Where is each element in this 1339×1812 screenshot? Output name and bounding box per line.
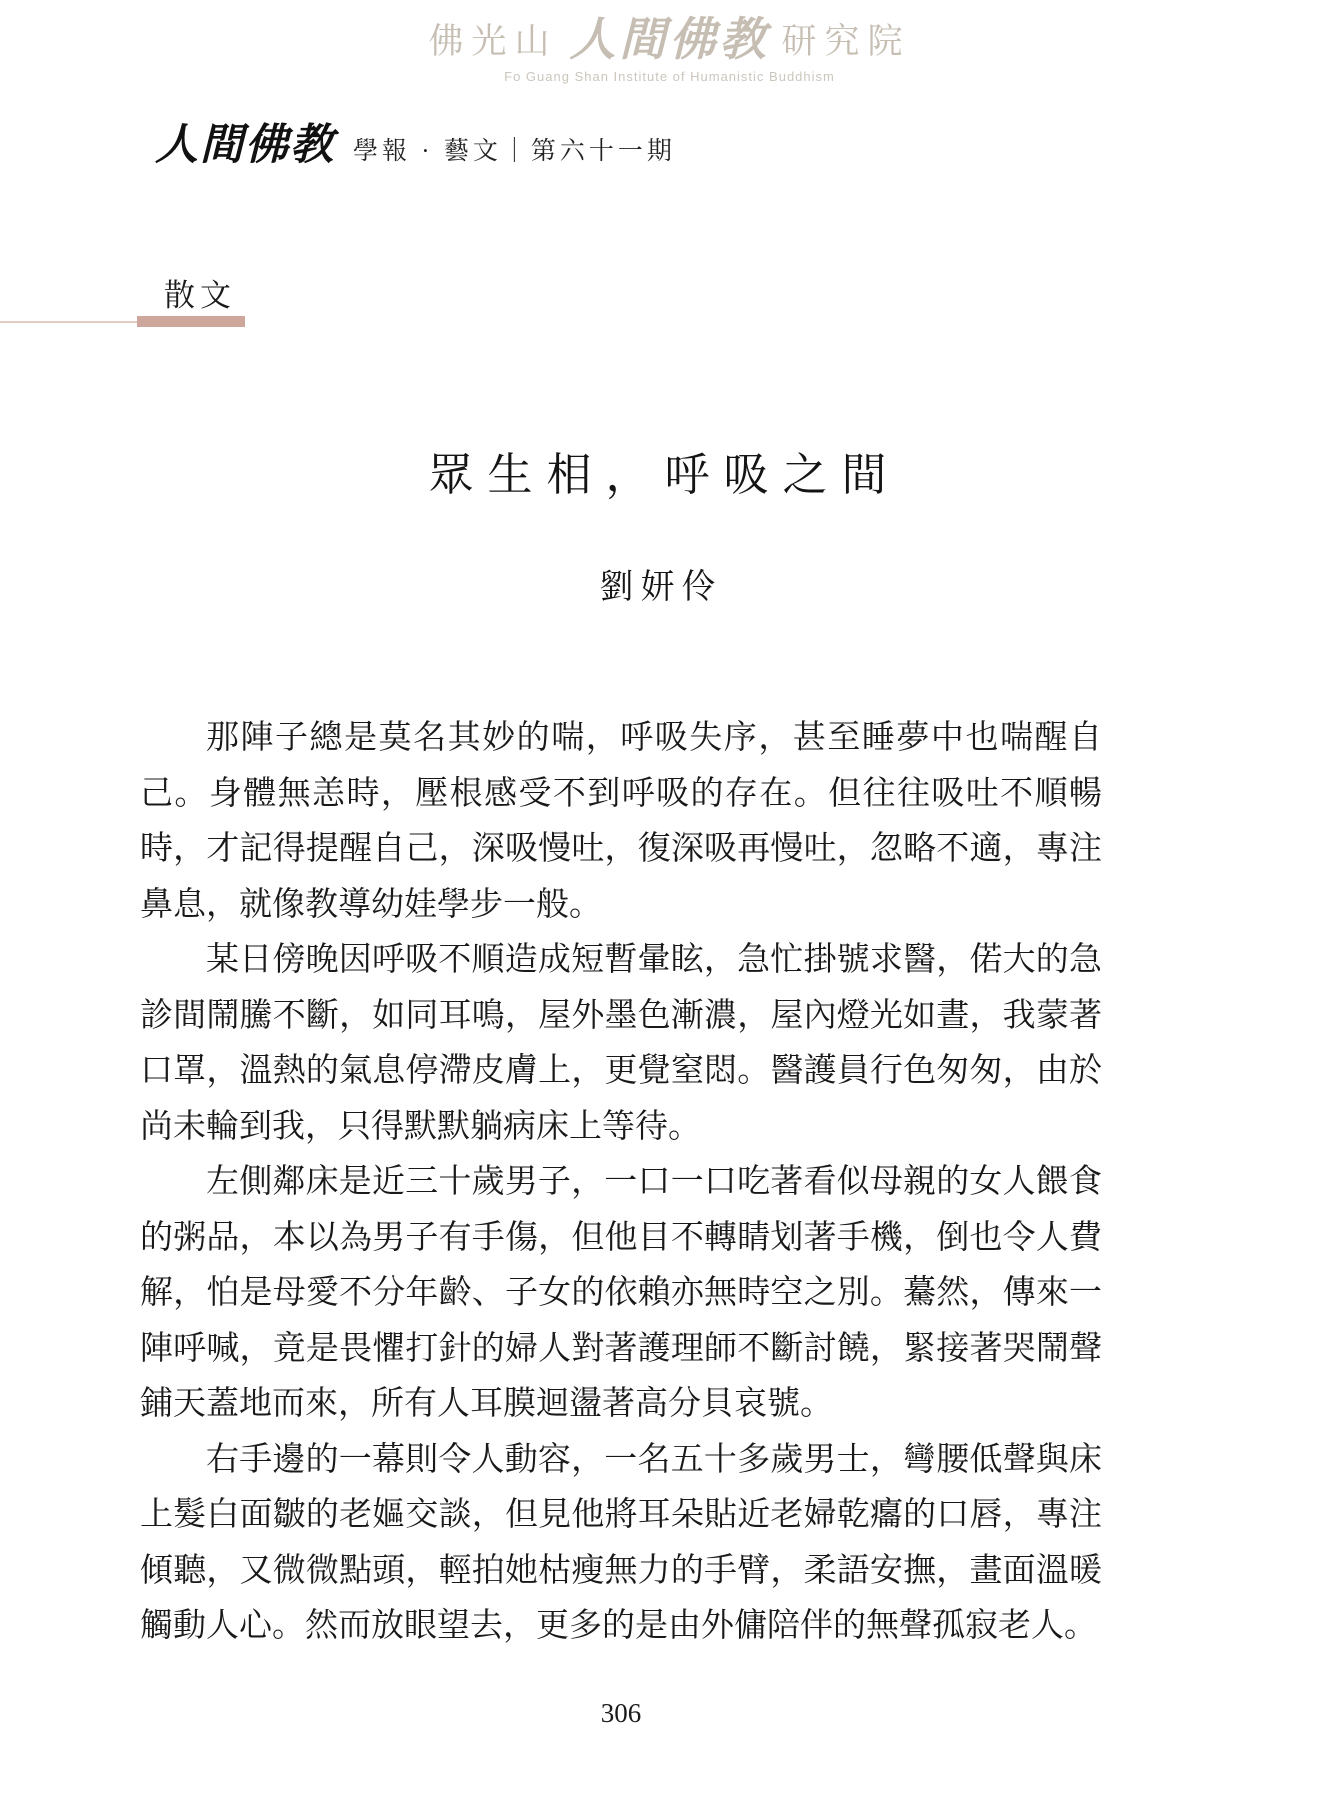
article-body <box>140 711 1102 1655</box>
section-label: 散文 <box>164 278 236 313</box>
institute-watermark-chinese <box>0 16 1339 66</box>
page-number: 306 <box>600 1698 642 1728</box>
paragraph: 左側鄰床是近三十歲男子，一口一口吃著看似母親的女人餵食的粥品，本以為男子有手傷，但他目不轉睛划著手機，倒也令人費解，怕是母愛不分年齡、子女的依賴亦無時空之別。驀然，傳來一陣呼喊，竟是畏懼打針的婦人對著護理師不斷討饒，緊接著哭鬧聲鋪天蓋地而來，所有人耳膜迴盪著高分貝哀號。 <box>140 1164 1102 1422</box>
section-rule-thin <box>0 321 137 323</box>
paragraph: 右手邊的一幕則令人動容，一名五十多歲男士，彎腰低聲與床上髮白面皺的老嫗交談，但見他將耳朵貼近老婦乾癟的口唇，專注傾聽，又微微點頭，輕拍她枯瘦無力的手臂，柔語安撫，畫面溫暖觸動人心。然而放眼望去，更多的是由外傭陪伴的無聲孤寂老人。 <box>140 1441 1102 1644</box>
institute-suffix: 研究院 <box>781 22 911 61</box>
institute-brand-calligraphy: 人間佛教 <box>569 14 770 65</box>
journal-brand-logo: 人間佛教 <box>155 122 335 169</box>
journal-masthead <box>155 122 676 169</box>
article-author: 劉妍伶 <box>599 569 723 606</box>
institute-watermark-english: Fo Guang Shan Institute of Humanistic Buddhism <box>504 69 835 84</box>
institute-prefix: 佛光山 <box>428 22 558 61</box>
paragraph: 那陣子總是莫名其妙的喘，呼吸失序，甚至睡夢中也喘醒自己。身體無恙時，壓根感受不到呼吸的存在。但往往吸吐不順暢時，才記得提醒自己，深吸慢吐，復深吸再慢吐，忽略不適，專注鼻息，就像教導幼娃學步一般。 <box>140 720 1102 923</box>
institute-watermark <box>0 16 1339 84</box>
section-rule-accent-bar <box>137 316 245 327</box>
journal-issue-subtitle: 學報 · 藝文｜第六十一期 <box>353 138 676 165</box>
paragraph: 某日傍晚因呼吸不順造成短暫暈眩，急忙掛號求醫，偌大的急診間鬧騰不斷，如同耳鳴，屋外墨色漸濃，屋內燈光如晝，我蒙著口罩，溫熱的氣息停滯皮膚上，更覺窒悶。醫護員行色匆匆，由於尚未輪到我，只得默默躺病床上等待。 <box>140 942 1102 1145</box>
article-title: 眾生相，呼吸之間 <box>428 450 901 500</box>
